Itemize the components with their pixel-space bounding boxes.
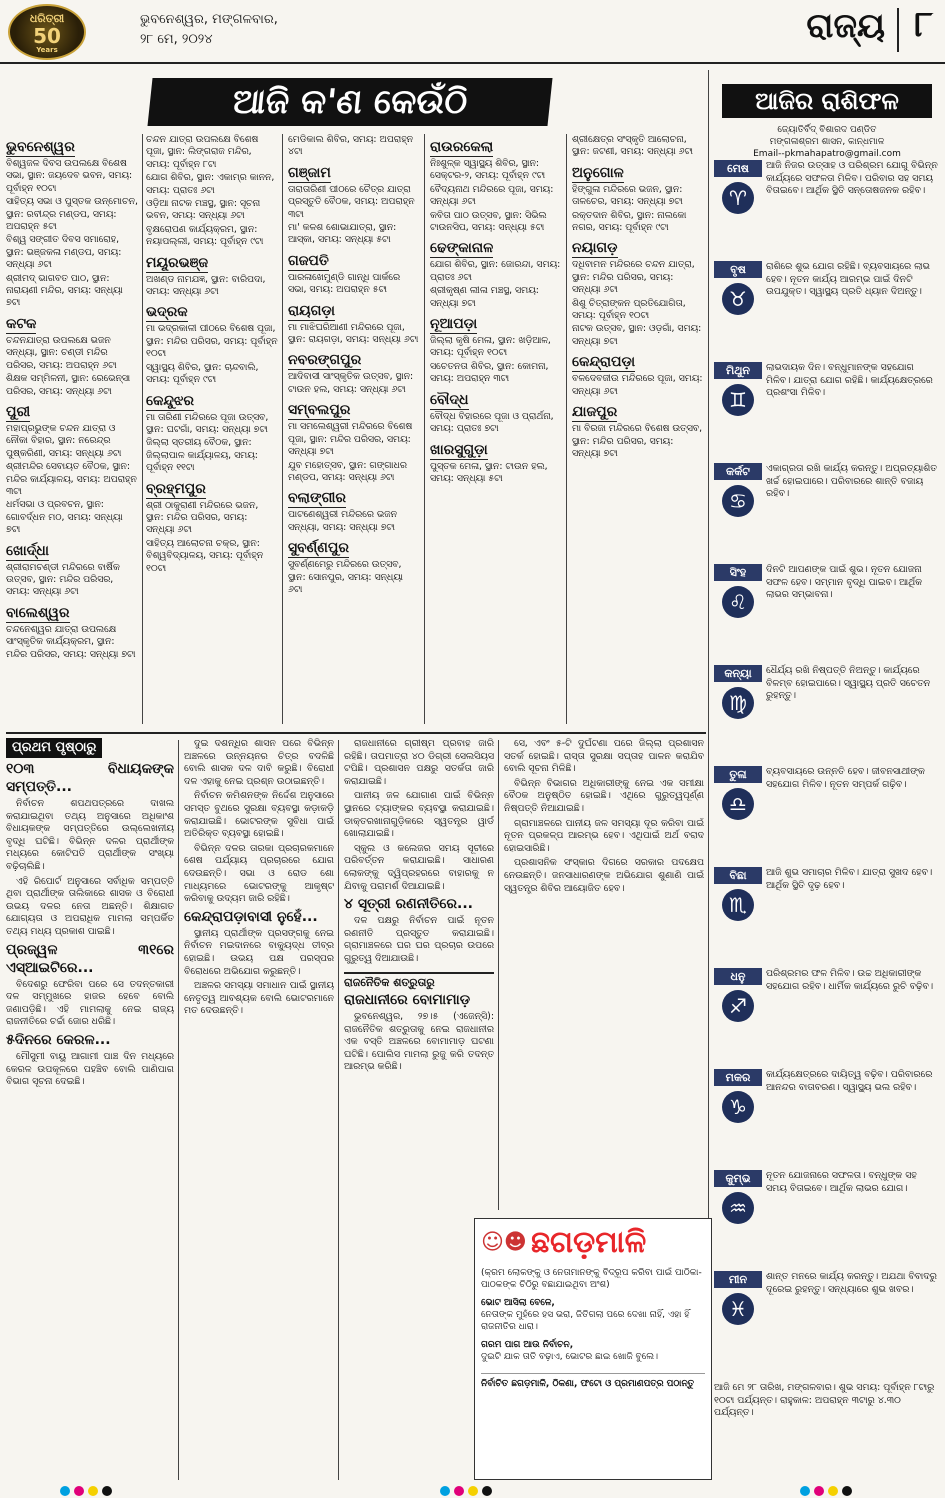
event-item: କବିତା ପାଠ ଉତ୍ସବ, ସ୍ଥାନ: ସିଭିଲ ଟାଉନସିପ, ସମୟ: ସନ୍ଧ୍ୟା ୫ଟା <box>430 209 547 234</box>
event-city-heading: ମୟୂରଭଞ୍ଜ <box>146 254 209 271</box>
paragraph: ଅଞ୍ଚଳର ସମସ୍ୟା ସମାଧାନ ପାଇଁ ସ୍ଥାନୀୟ ନେତୃତ୍ୱ ଆବଶ୍ୟକ ବୋଲି ଭୋଟରମାନେ ମତ ଦେଉଛନ୍ତି। <box>184 980 334 1017</box>
zodiac-icon: ♐ <box>722 990 754 1022</box>
section-divider <box>897 8 899 52</box>
chhagadmali-a2: ଦୁଇଟି ଯାକ ତାତି ବଢ଼ାଏ, ଭୋଟର ଛାଇ ଖୋଜି ବୁଲେ। <box>481 1352 659 1362</box>
events-column <box>6 134 138 724</box>
rashi-entry <box>714 665 940 760</box>
zodiac-icon: ♒ <box>722 1192 754 1224</box>
rashi-prediction: ନୂତନ ଯୋଜନାରେ ସଫଳତା। ବନ୍ଧୁଙ୍କ ସହ ସମୟ ବିତାଇବେ। ଆର୍ଥିକ ଲାଭର ଯୋଗ। <box>766 1170 917 1194</box>
rashi-entry <box>714 1170 940 1265</box>
dateline-place: ଭୁବନେଶ୍ୱର, ମଙ୍ଗଳବାର, <box>140 12 278 27</box>
paragraph: ବିଭିନ୍ନ ବିଭାଗର ଅଧିକାରୀଙ୍କୁ ନେଇ ଏକ ସମୀକ୍ଷା ବୈଠକ ଅନୁଷ୍ଠିତ ହୋଇଛି। ଏଥିରେ ଗୁରୁତ୍ୱପୂର୍ଣ୍ଣ ନିଷ୍ପତ୍ତି ନିଆଯାଇଛି। <box>504 777 704 814</box>
registration-mark-yellow <box>88 1486 98 1496</box>
chhagadmali-q2: ଗରମ ପାଗ ଆଉ ନିର୍ବାଚନ, <box>481 1340 574 1350</box>
event-city-heading: ବ୍ରହ୍ମପୁର <box>146 480 206 497</box>
dateline-date: ୨୮ ମେ, ୨୦୨୪ <box>140 32 213 47</box>
event-item: ହିଙ୍ଗୁଳା ମନ୍ଦିରରେ ଭଜନ, ସ୍ଥାନ: ତାଳଚେର, ସମୟ: ସନ୍ଧ୍ୟା ୭ଟା <box>572 183 683 208</box>
dateline <box>140 10 300 50</box>
cartoon-faces-icon: ☺☻ <box>481 1230 527 1255</box>
registration-mark-yellow <box>468 1486 478 1496</box>
chhagadmali-footer: ନିର୍ବାଚିତ ଛଗଡ଼ମାଳି, ଠିକଣା, ଫଟୋ ଓ ପ୍ରମାଣପତ୍ର ପଠାନ୍ତୁ <box>481 1373 705 1390</box>
event-city-heading: ଭୁବନେଶ୍ୱର <box>6 139 75 155</box>
event-item: ମା' କଳଶ ଶୋଭାଯାତ୍ରା, ସ୍ଥାନ: ଆସ୍କା, ସମୟ: ସନ୍ଧ୍ୟା ୫ଟା <box>288 222 397 246</box>
paragraph: ପାନୀୟ ଜଳ ଯୋଗାଣ ପାଇଁ ବିଭିନ୍ନ ସ୍ଥାନରେ ଟ୍ୟାଙ୍କର ବ୍ୟବସ୍ଥା କରାଯାଇଛି। ଡାକ୍ତରଖାନାଗୁଡ଼ିକରେ ସ୍ୱତନ୍ତ୍ର ୱାର୍ଡ ଖୋଲାଯାଇଛି। <box>344 790 494 840</box>
paragraph: ଦଳ ପକ୍ଷରୁ ନିର୍ବାଚନ ପାଇଁ ନୂତନ ରଣନୀତି ପ୍ରସ୍ତୁତ କରାଯାଇଛି। ଗ୍ରାମାଞ୍ଚଳରେ ଘର ଘର ପ୍ରଚାର ଉପରେ ଗୁରୁତ୍ୱ ଦିଆଯାଉଛି। <box>344 915 494 964</box>
event-city-heading: ବାଲେଶ୍ୱର <box>6 604 70 621</box>
rashi-name-tag: ମିଥୁନ <box>714 362 762 379</box>
rashi-prediction: ଲାଭଦାୟକ ଦିନ। ବନ୍ଧୁମାନଙ୍କ ସହଯୋଗ ମିଳିବ। ଯାତ୍ରା ଯୋଗ ରହିଛି। କାର୍ଯ୍ୟକ୍ଷେତ୍ରରେ ପ୍ରଶଂସା ମିଳିବ। <box>766 362 933 399</box>
zodiac-icon: ♌ <box>722 586 754 618</box>
chhagadmali-intro: (କ୍ରମ ଲୋକଙ୍କୁ ଓ ନେତାମାନଙ୍କୁ ବିଦ୍ରୂପ କରିବା ପାଇଁ ପାଠିକା-ପାଠକଙ୍କ ଚିଠିରୁ ବଛାଯାଇଥିବା ଅଂଶ) <box>481 1268 702 1290</box>
zodiac-icon: ♓ <box>722 1293 754 1325</box>
event-city-heading: ଖାରସୁଗୁଡ଼ା <box>430 441 488 458</box>
event-city-heading: ଯାଜପୁର <box>572 404 618 421</box>
chhagadmali-a1: ନେତାଙ୍କ ମୁହଁରେ ହସ ଭରା, ଜିତିଗଲା ପରେ ଦେଖା ନାହିଁ, ଏହା ହିଁ ରାଜନୀତିର ଧାରା। <box>481 1310 690 1332</box>
event-item: ସ୍ୱାସ୍ଥ୍ୟ ଶିବିର, ସ୍ଥାନ: ଚାନ୍ଦବାଲି, ସମୟ: ପୂର୍ବାହ୍ନ ୯ଟା <box>146 361 259 386</box>
logo-years: Years <box>36 46 58 54</box>
event-item: ଶିକ୍ଷକ ସମ୍ମିଳନୀ, ସ୍ଥାନ: ରେଭେନ୍ସା ପରିସର, ସମୟ: ସନ୍ଧ୍ୟା ୬ଟା <box>6 373 131 397</box>
event-item: ବିଶ୍ୱ ସଙ୍ଗୀତ ଦିବସ ସମାରୋହ, ସ୍ଥାନ: ଭଞ୍ଜକଳା ମଣ୍ଡପ, ସମୟ: ସନ୍ଧ୍ୟା ୬ଟା <box>6 234 122 271</box>
registration-mark-cyan <box>440 1486 450 1496</box>
rashi-name-tag: ମେଷ <box>714 160 762 177</box>
event-city-heading: ଖୋର୍ଦ୍ଧା <box>6 542 49 559</box>
rashi-name-tag: ସିଂହ <box>714 564 762 581</box>
rashi-name-tag: କୁମ୍ଭ <box>714 1170 762 1187</box>
rashi-name-tag: କର୍କଟ <box>714 463 762 480</box>
event-city-heading: କଟକ <box>6 315 37 332</box>
event-city-heading: ରାଉରକେଲା <box>430 139 494 155</box>
logo-50-years-badge <box>8 4 86 60</box>
paragraph: ବିଭିନ୍ନ ଦଳର ତାରକା ପ୍ରଚାରକମାନେ ଶେଷ ପର୍ଯ୍ୟାୟ ପ୍ରଚାରରେ ଯୋଗ ଦେଉଛନ୍ତି। ସଭା ଓ ରୋଡ ଶୋ ମାଧ୍ୟମରେ ଭୋଟରଙ୍କୁ ଆକୃଷ୍ଟ କରିବାକୁ ଉଦ୍ୟମ ଜାରି ରହିଛି। <box>184 842 334 905</box>
event-city-heading: ଢେଙ୍କାନାଳ <box>430 240 494 257</box>
event-city-heading: ପୁରୀ <box>6 403 31 420</box>
rashi-prediction: ଆଜି ନିଜର ଉତ୍ସାହ ଓ ପରିଶ୍ରମ ଯୋଗୁ ବିଭିନ୍ନ କାର୍ଯ୍ୟରେ ସଫଳତା ମିଳିବ। ପରିବାର ସହ ସମୟ ବିତାଇବେ। ଆର୍ଥିକ ସ୍ଥିତି ସନ୍ତୋଷଜନକ ରହିବ। <box>766 160 938 197</box>
headline-four-point-strategy: ୪ ସୂତ୍ରୀ ରଣନୀତିରେ... <box>344 896 473 913</box>
paragraph: ନିର୍ବାଚନ ଶପଥପତ୍ରରେ ଦାଖଲ କରାଯାଇଥିବା ତଥ୍ୟ ଅନୁସାରେ ଅଧିକାଂଶ ବିଧାୟକଙ୍କ ସମ୍ପତ୍ତିରେ ଉଲ୍ଲେଖନୀୟ ବୃଦ୍ଧି ଘଟିଛି। ବିଭିନ୍ନ ଦଳର ପ୍ରାର୍ଥୀଙ୍କ ମଧ୍ୟରେ କୋଟିପତି ପ୍ରାର୍ଥୀଙ୍କ ସଂଖ୍ୟା ବଢ଼ିଚାଲିଛି। <box>6 798 174 872</box>
event-item: ସଚେତନତା ଶିବିର, ସ୍ଥାନ: କୋମନା, ସମୟ: ଅପରାହ୍ନ ୩ଟା <box>430 360 549 385</box>
event-city-heading: ଅନୁଗୋଳ <box>572 164 624 181</box>
event-city-heading: ନବରଙ୍ଗପୁର <box>288 352 362 369</box>
event-item: ଜିଲ୍ଲା କୃଷି ମେଳା, ସ୍ଥାନ: ଖଡ଼ିଆଳ, ସମୟ: ପୂର୍ବାହ୍ନ ୧୦ଟା <box>430 335 551 359</box>
masthead <box>0 0 945 64</box>
lower-column-2 <box>184 738 334 1480</box>
event-city-heading: ନୟାଗଡ଼ <box>572 240 618 257</box>
paragraph: ରାଜଧାନୀରେ ଗ୍ରୀଷ୍ମ ପ୍ରବାହ ଜାରି ରହିଛି। ତାପମାତ୍ରା ୪୦ ଡିଗ୍ରୀ ସେଲସିୟସ ଟପିଛି। ପ୍ରଶାସନ ପକ୍ଷରୁ ସତର୍କତା ଜାରି କରାଯାଇଛି। <box>344 738 494 787</box>
headline-mla-assets: ୧୦୩ ବିଧାୟକଙ୍କ ସମ୍ପତ୍ତି... <box>6 761 174 795</box>
rashi-entry <box>714 1271 940 1366</box>
event-city-heading: ସୁବର୍ଣ୍ଣପୁର <box>288 540 349 557</box>
registration-mark-cyan <box>800 1486 810 1496</box>
event-city-heading: ବଲାଙ୍ଗୀର <box>288 490 346 507</box>
event-item: ମହାପ୍ରଭୁଙ୍କ ଚନ୍ଦନ ଯାତ୍ରା ଓ ନୌକା ବିହାର, ସ୍ଥାନ: ନରେନ୍ଦ୍ର ପୁଷ୍କରିଣୀ, ସମୟ: ସନ୍ଧ୍ୟା ୬ଟା <box>6 422 122 459</box>
bomb-story-kicker: ରାଜନୈତିକ ଶତ୍ରୁତାରୁ <box>344 975 435 989</box>
event-item: ଯୋଗ ଶିବିର, ସ୍ଥାନ: ଏକାମ୍ର କାନନ, ସମୟ: ପ୍ରାତଃ ୬ଟା <box>146 172 275 196</box>
rashi-name-tag: ବୃଷ <box>714 261 762 278</box>
rashi-entry <box>714 160 940 255</box>
event-item: ଜିଲ୍ଲା ସ୍ତରୀୟ ବୈଠକ, ସ୍ଥାନ: ଜିଲ୍ଲାପାଳ କାର୍ଯ୍ୟାଳୟ, ସମୟ: ପୂର୍ବାହ୍ନ ୧୧ଟା <box>146 437 258 474</box>
column-rule <box>282 134 283 724</box>
events-column <box>572 134 704 724</box>
event-item: ଶ୍ରୀମନ୍ଦିର ସେବାୟତ ବୈଠକ, ସ୍ଥାନ: ମନ୍ଦିର କାର୍ଯ୍ୟାଳୟ, ସମୟ: ଅପରାହ୍ନ ୩ଟା <box>6 461 137 497</box>
rashifal-email: Email--pkmahapatro@gmail.com <box>753 149 901 159</box>
event-item: ମା ତାରିଣୀ ମନ୍ଦିରରେ ପୂଜା ଉତ୍ସବ, ସ୍ଥାନ: ଘଟଗାଁ, ସମୟ: ସନ୍ଧ୍ୟା ୭ଟା <box>146 411 269 435</box>
zodiac-icon: ♍ <box>722 687 754 719</box>
registration-mark-black <box>102 1486 112 1496</box>
event-item: ବୌଦ୍ଧ ବିହାରରେ ପୂଜା ଓ ପ୍ରାର୍ଥନା, ସମୟ: ପ୍ରାତଃ ୭ଟା <box>430 410 554 435</box>
event-city-heading: ଗଜପତି <box>288 252 329 269</box>
paragraph: ଭୁବନେଶ୍ୱର, ୨୭।୫ (ଏଜେନ୍ସି): ରାଜନୈତିକ ଶତ୍ରୁତାକୁ ନେଇ ରାଜଧାନୀର ଏକ ବସ୍ତି ଅଞ୍ଚଳରେ ବୋମାମାଡ଼ ଘଟଣା ଘଟିଛି। ପୋଲିସ ମାମଲା ରୁଜୁ କରି ତଦନ୍ତ ଆରମ୍ଭ କରିଛି। <box>344 1011 494 1073</box>
event-item: ନାଟକ ଉତ୍ସବ, ସ୍ଥାନ: ଓଡ଼ଗାଁ, ସମୟ: ସନ୍ଧ୍ୟା ୭ଟା <box>572 323 702 347</box>
paragraph: ସେ, ଏବଂ ୫-ଟି ଦୁର୍ଘଟଣା ପରେ ଜିଲ୍ଲା ପ୍ରଶାସନ ସତର୍କ ହୋଇଛି। ରାସ୍ତା ସୁରକ୍ଷା ସପ୍ତାହ ପାଳନ କରାଯିବ ବୋଲି ସୂଚନା ମିଳିଛି। <box>504 738 704 775</box>
rashi-entry <box>714 362 940 457</box>
headline-capital-bombing: ରାଜଧାନୀରେ ବୋମାମାଡ଼ <box>344 992 471 1009</box>
registration-mark-black <box>842 1486 852 1496</box>
lower-column-3 <box>344 738 494 1480</box>
zodiac-icon: ♑ <box>722 1091 754 1123</box>
event-item: ତାରାତାରିଣୀ ପୀଠରେ ଚୈତ୍ର ଯାତ୍ରା ପ୍ରସ୍ତୁତି ବୈଠକ, ସମୟ: ଅପରାହ୍ନ ୩ଟା <box>288 183 415 220</box>
event-item: ରକ୍ତଦାନ ଶିବିର, ସ୍ଥାନ: ନାଲକୋ ନଗର, ସମୟ: ପୂର୍ବାହ୍ନ ୯ଟା <box>572 209 687 234</box>
rashifal-credit-place: ମଙ୍ଗଳାଶ୍ରମ ଶାସନ, କାନ୍ଧମାଳ <box>769 137 885 147</box>
rashi-prediction: ଏକାଗ୍ରତା ରଖି କାର୍ଯ୍ୟ କରନ୍ତୁ। ଅପ୍ରତ୍ୟାଶିତ ଖର୍ଚ୍ଚ ହୋଇପାରେ। ପରିବାରରେ ଶାନ୍ତି ବଜାୟ ରହିବ। <box>766 463 937 500</box>
rashi-name-tag: ବିଛା <box>714 867 762 884</box>
rashi-name-tag: ମୀନ <box>714 1271 762 1288</box>
paragraph: ପ୍ରଶାସନିକ ସଂସ୍କାର ଦିଗରେ ସରକାର ପଦକ୍ଷେପ ନେଉଛନ୍ତି। ଜନସାଧାରଣଙ୍କ ଅଭିଯୋଗ ଶୁଣାଣି ପାଇଁ ସ୍ୱତନ୍ତ୍ର ଶିବିର ଆୟୋଜିତ ହେବ। <box>504 857 704 894</box>
logo-number: 50 <box>33 24 61 48</box>
event-item: ପାଟଣେଶ୍ୱରୀ ମନ୍ଦିରରେ ଭଜନ ସନ୍ଧ୍ୟା, ସମୟ: ସନ୍ଧ୍ୟା ୭ଟା <box>288 509 397 533</box>
paragraph: ଦୁଇ ଦଶନ୍ଧିର ଶାସନ ପରେ ବିଭିନ୍ନ ଅଞ୍ଚଳରେ ଉନ୍ନୟନର ଚିତ୍ର ବଦଳିଛି ବୋଲି ଶାସକ ଦଳ ଦାବି କରୁଛି। ବିରୋଧୀ ଦଳ ଏହାକୁ ନେଇ ପ୍ରଶ୍ନ ଉଠାଇଛନ୍ତି। <box>184 738 334 787</box>
event-item: ଶ୍ରୀ ଠାକୁରାଣୀ ମନ୍ଦିରରେ ଭଜନ, ସ୍ଥାନ: ମନ୍ଦିର ପରିସର, ସମୟ: ସନ୍ଧ୍ୟା ୬ଟା <box>146 499 259 536</box>
event-city-heading: ଗଞ୍ଜାମ <box>288 164 331 181</box>
event-city-heading: ନୂଆପଡ଼ା <box>430 316 478 333</box>
event-item: ବୈଦ୍ୟନାଥ ମନ୍ଦିରରେ ପୂଜା, ସମୟ: ସନ୍ଧ୍ୟା ୬ଟା <box>430 183 554 208</box>
paragraph: ନିର୍ବାଚନ କମିଶନଙ୍କ ନିର୍ଦ୍ଦେଶ ଅନୁସାରେ ସମସ୍ତ ବୁଥରେ ସୁରକ୍ଷା ବ୍ୟବସ୍ଥା କଡ଼ାକଡ଼ି କରାଯାଇଛି। ଭୋଟରଙ୍କ ସୁବିଧା ପାଇଁ ଅତିରିକ୍ତ ବ୍ୟବସ୍ଥା ହୋଇଛି। <box>184 790 334 840</box>
event-city-heading: ସମ୍ବଲପୁର <box>288 402 351 419</box>
event-item: ମା ଭଦ୍ରକାଳୀ ପୀଠରେ ବିଶେଷ ପୂଜା, ସ୍ଥାନ: ମନ୍ଦିର ପରିସର, ସମୟ: ପୂର୍ବାହ୍ନ ୧୦ଟା <box>146 323 278 360</box>
event-item: ଚନ୍ଦନେଶ୍ୱର ଯାତ୍ରା ଉପଲକ୍ଷେ ସାଂସ୍କୃତିକ କାର୍ଯ୍ୟକ୍ରମ, ସ୍ଥାନ: ମନ୍ଦିର ପରିସର, ସମୟ: ସନ୍ଧ୍ୟା ୭ଟା <box>6 623 136 660</box>
section-title: ରାଜ୍ୟ <box>806 6 885 46</box>
rashi-entry <box>714 261 940 356</box>
rashi-name-tag: ମକର <box>714 1069 762 1086</box>
column-rule <box>498 740 499 1210</box>
chhagadmali-box <box>474 1218 712 1480</box>
rashifal-credit-name: ଜ୍ୟୋତିର୍ବିଦ୍ ବିଶାରଦ ପଣ୍ଡିତ <box>777 125 877 135</box>
event-item: ନିଃଶୁଳ୍କ ସ୍ୱାସ୍ଥ୍ୟ ଶିବିର, ସ୍ଥାନ: ସେକ୍ଟର-୨, ସମୟ: ପୂର୍ବାହ୍ନ ୯ଟା <box>430 158 546 182</box>
rashi-prediction: ରାଶିରେ ଶୁଭ ଯୋଗ ରହିଛି। ବ୍ୟବସାୟରେ ଲାଭ ହେବ। ନୂତନ କାର୍ଯ୍ୟ ଆରମ୍ଭ ପାଇଁ ଦିନଟି ଉପଯୁକ୍ତ। ସ୍ୱାସ୍ଥ୍ୟ ପ୍ରତି ଧ୍ୟାନ ଦିଅନ୍ତୁ। <box>766 261 930 298</box>
event-item: ଚନ୍ଦନ ଯାତ୍ରା ଉପଲକ୍ଷେ ବିଶେଷ ପୂଜା, ସ୍ଥାନ: ଲିଙ୍ଗରାଜ ମନ୍ଦିର, ସମୟ: ପୂର୍ବାହ୍ନ ୮ଟା <box>146 134 259 170</box>
headline-kerala-monsoon: ୫ଦିନରେ କେରଳ... <box>6 1031 111 1048</box>
registration-mark-cyan <box>60 1486 70 1496</box>
paragraph: ବିଦେଶରୁ ଫେରିବା ପରେ ସେ ତଦନ୍ତକାରୀ ଦଳ ସମ୍ମୁଖରେ ହାଜର ହେବେ ବୋଲି ଜଣାପଡ଼ିଛି। ଏହି ମାମଲାକୁ ନେଇ ରାଜ୍ୟ ରାଜନୀତିରେ ଚର୍ଚ୍ଚା ଜୋର ଧରିଛି। <box>6 978 174 1028</box>
zodiac-icon: ♈ <box>722 182 754 214</box>
rashi-prediction: ଶାନ୍ତ ମନରେ କାର୍ଯ୍ୟ କରନ୍ତୁ। ଅଯଥା ବିବାଦରୁ ଦୂରେଇ ରୁହନ୍ତୁ। ସନ୍ଧ୍ୟାରେ ଶୁଭ ଖବର। <box>766 1271 937 1295</box>
logo-brand: ଧରିତ୍ରୀ <box>29 12 65 25</box>
event-city-heading: ରାୟଗଡ଼ା <box>288 302 335 319</box>
rashi-prediction: ଆଜି ଶୁଭ ସମାଚାର ମିଳିବ। ଯାତ୍ରା ସୁଖଦ ହେବ। ଆର୍ଥିକ ସ୍ଥିତି ଦୃଢ଼ ହେବ। <box>766 867 933 891</box>
rashifal-banner: ଆଜିର ରାଶିଫଳ <box>722 84 932 118</box>
event-item: ସାହିତ୍ୟ ସଭା ଓ ପୁସ୍ତକ ଉନ୍ମୋଚନ, ସ୍ଥାନ: ରବୀନ୍ଦ୍ର ମଣ୍ଡପ, ସମୟ: ଅପରାହ୍ନ ୫ଟା <box>6 196 138 233</box>
event-item: ଶ୍ରୀକ୍ଷେତ୍ର ସଂସ୍କୃତି ଆଲୋଚନା, ସ୍ଥାନ: ଜଟଣୀ, ସମୟ: ସନ୍ଧ୍ୟା ୬ଟା <box>572 134 694 158</box>
headline-prajwal-sit: ପ୍ରଜ୍ୱଳ ୩୧ରେ ଏସ୍‌ଆଇଟିରେ... <box>6 941 174 976</box>
event-item: ଦଧିବାମନ ମନ୍ଦିରରେ ଚନ୍ଦନ ଯାତ୍ରା, ସ୍ଥାନ: ମନ୍ଦିର ପରିସର, ସମୟ: ସନ୍ଧ୍ୟା ୬ଟା <box>572 259 695 296</box>
zodiac-icon: ♊ <box>722 384 754 416</box>
event-item: ପାରଳାଖେମୁଣ୍ଡି ଗାନ୍ଧି ପାର୍କରେ ସଭା, ସମୟ: ଅପରାହ୍ନ ୫ଟା <box>288 271 401 296</box>
event-city-heading: ବୌଦ୍ଧ <box>430 391 469 408</box>
event-item: ସାହିତ୍ୟ ଆଲୋଚନା ଚକ୍ର, ସ୍ଥାନ: ବିଶ୍ୱବିଦ୍ୟାଳୟ, ସମୟ: ପୂର୍ବାହ୍ନ ୧୦ଟା <box>146 537 264 574</box>
rashi-entry <box>714 463 940 558</box>
rashi-entry <box>714 564 940 659</box>
headline-kendrapara: କେନ୍ଦ୍ରାପଡ଼ାବାସୀ ନୁହେଁ... <box>184 908 318 925</box>
rashi-prediction: ବ୍ୟବସାୟରେ ଉନ୍ନତି ହେବ। ଜୀବନସାଥୀଙ୍କ ସହଯୋଗ ମିଳିବ। ନୂତନ ସମ୍ପର୍କ ଗଢ଼ିବ। <box>766 766 925 790</box>
event-item: ମା ସମଲେଶ୍ୱରୀ ମନ୍ଦିରରେ ବିଶେଷ ପୂଜା, ସ୍ଥାନ: ମନ୍ଦିର ପରିସର, ସମୟ: ସନ୍ଧ୍ୟା ୭ଟା <box>288 421 413 458</box>
event-item: ମା ମାଝିଘରିଆଣୀ ମନ୍ଦିରରେ ପୂଜା, ସ୍ଥାନ: ରାୟଗଡ଼ା, ସମୟ: ସନ୍ଧ୍ୟା ୬ଟା <box>288 321 419 346</box>
event-city-heading: ଭଦ୍ରକ <box>146 304 188 321</box>
chhagadmali-title: ଛଗଡ଼ମାଳି <box>531 1225 647 1260</box>
lower-column-4 <box>504 738 704 1210</box>
event-item: ଓଡ଼ିଆ ନାଟକ ମଞ୍ଚସ୍ଥ, ସ୍ଥାନ: ସୂଚନା ଭବନ, ସମୟ: ସନ୍ଧ୍ୟା ୬ଟା <box>146 198 261 222</box>
registration-mark-black <box>482 1486 492 1496</box>
paragraph: ସ୍ଥାନୀୟ ପ୍ରାର୍ଥୀଙ୍କ ପ୍ରସଙ୍ଗକୁ ନେଇ ନିର୍ବାଚନ ମଇଦାନରେ ବାକ୍ୟୁଦ୍ଧ ତୀବ୍ର ହୋଇଛି। ଉଭୟ ପକ୍ଷ ପରସ୍ପର ବିରୋଧରେ ଅଭିଯୋଗ କରୁଛନ୍ତି। <box>184 927 334 977</box>
events-column <box>146 134 278 724</box>
page-number: ୮ <box>914 4 933 45</box>
rashi-name-tag: ଧନୁ <box>714 968 762 985</box>
event-item: ଶ୍ରୀମଦ୍ ଭାଗବତ ପାଠ, ସ୍ଥାନ: ନାରାୟଣୀ ମନ୍ଦିର, ସମୟ: ସନ୍ଧ୍ୟା ୭ଟା <box>6 272 123 309</box>
events-column <box>288 134 420 724</box>
event-item: ଅଖଣ୍ଡ ନାମଯଜ୍ଞ, ସ୍ଥାନ: ବାରିପଦା, ସମୟ: ସନ୍ଧ୍ୟା ୬ଟା <box>146 273 266 298</box>
zodiac-icon: ♉ <box>722 283 754 315</box>
paragraph: ସ୍କୁଲ ଓ କଲେଜର ସମୟ ସୂଚୀରେ ପରିବର୍ତ୍ତନ କରାଯାଇଛି। ସାଧାରଣ ଲୋକଙ୍କୁ ଦ୍ୱିପ୍ରହରରେ ବାହାରକୁ ନ ଯିବାକୁ ପରାମର୍ଶ ଦିଆଯାଇଛି। <box>344 842 494 892</box>
lower-column-1 <box>6 738 174 1480</box>
events-banner: ଆଜି କ'ଣ କେଉଁଠି <box>147 78 552 126</box>
rashi-entry <box>714 766 940 861</box>
event-city-heading: କେନ୍ଦୁଝର <box>146 392 195 409</box>
rashifal-credit <box>722 124 932 160</box>
event-item: ବିଶ୍ୱଜଳ ଦିବସ ଉପଲକ୍ଷେ ବିଶେଷ ସଭା, ସ୍ଥାନ: ଜୟଦେବ ଭବନ, ସମୟ: ପୂର୍ବାହ୍ନ ୧୦ଟା <box>6 158 133 194</box>
zodiac-icon: ♏ <box>722 889 754 921</box>
event-item: ବଳଦେବଜୀଉ ମନ୍ଦିରରେ ପୂଜା, ସମୟ: ସନ୍ଧ୍ୟା ୬ଟା <box>572 373 703 397</box>
event-item: ବୃକ୍ଷରୋପଣ କାର୍ଯ୍ୟକ୍ରମ, ସ୍ଥାନ: ନୟାପଲ୍ଲୀ, ସମୟ: ପୂର୍ବାହ୍ନ ୯ଟା <box>146 223 264 248</box>
chhagadmali-q1: ଭୋଟ ଆସିଲା ବେଳେ, <box>481 1298 555 1308</box>
event-item: ପୁସ୍ତକ ମେଳା, ସ୍ଥାନ: ଟାଉନ ହଲ, ସମୟ: ସନ୍ଧ୍ୟା ୫ଟା <box>430 460 548 484</box>
rashi-entry <box>714 968 940 1063</box>
zodiac-icon: ♎ <box>722 788 754 820</box>
events-column <box>430 134 562 724</box>
paragraph: ଏହି ରିପୋର୍ଟ ଅନୁସାରେ ସର୍ବାଧିକ ସମ୍ପତ୍ତି ଥିବା ପ୍ରାର୍ଥୀଙ୍କ ତାଲିକାରେ ଶାସକ ଓ ବିରୋଧୀ ଉଭୟ ଦଳର ନେତା ଅଛନ୍ତି। ଶିକ୍ଷାଗତ ଯୋଗ୍ୟତା ଓ ଅପରାଧିକ ମାମଲା ସମ୍ପର୍କିତ ତଥ୍ୟ ମଧ୍ୟ ପ୍ରକାଶ ପାଇଛି। <box>6 875 174 937</box>
registration-mark-magenta <box>454 1486 464 1496</box>
column-rule <box>142 134 143 724</box>
column-rule <box>424 134 425 724</box>
event-item: ଧର୍ମସଭା ଓ ପ୍ରବଚନ, ସ୍ଥାନ: ଗୋବର୍ଦ୍ଧନ ମଠ, ସମୟ: ସନ୍ଧ୍ୟା ୭ଟା <box>6 499 123 536</box>
front-page-continued-label: ପ୍ରଥମ ପୃଷ୍ଠାରୁ <box>6 738 102 758</box>
event-item: ଯୁବ ମହୋତ୍ସବ, ସ୍ଥାନ: ଗଙ୍ଗାଧର ମଣ୍ଡପ, ସମୟ: ସନ୍ଧ୍ୟା ୬ଟା <box>288 459 407 483</box>
rashi-prediction: ଦିନଟି ଆପଣଙ୍କ ପାଇଁ ଶୁଭ। ନୂତନ ଯୋଜନା ସଫଳ ହେବ। ସମ୍ମାନ ବୃଦ୍ଧି ପାଇବ। ଆର୍ଥିକ ଲାଭର ସମ୍ଭାବନା। <box>766 564 923 601</box>
event-item: ଆଦିବାସୀ ସାଂସ୍କୃତିକ ଉତ୍ସବ, ସ୍ଥାନ: ଟାଉନ ହଲ, ସମୟ: ସନ୍ଧ୍ୟା ୬ଟା <box>288 371 414 395</box>
column-rule <box>338 740 339 1480</box>
rashi-entry <box>714 1069 940 1164</box>
chhagadmali-text <box>481 1267 705 1390</box>
event-city-heading: କେନ୍ଦ୍ରାପଡ଼ା <box>572 354 636 371</box>
rashi-prediction: ଧୈର୍ଯ୍ୟ ରଖି ନିଷ୍ପତ୍ତି ନିଅନ୍ତୁ। କାର୍ଯ୍ୟରେ ବିଳମ୍ବ ହୋଇପାରେ। ସ୍ୱାସ୍ଥ୍ୟ ପ୍ରତି ସଚେତନ ରୁହନ୍ତୁ। <box>766 665 931 702</box>
rashi-prediction: କାର୍ଯ୍ୟକ୍ଷେତ୍ରରେ ଦାୟିତ୍ୱ ବଢ଼ିବ। ପରିବାରରେ ଆନନ୍ଦର ବାତାବରଣ। ସ୍ୱାସ୍ଥ୍ୟ ଭଲ ରହିବ। <box>766 1069 933 1093</box>
event-item: ଚନ୍ଦନଯାତ୍ରା ଉପଲକ୍ଷେ ଭଜନ ସନ୍ଧ୍ୟା, ସ୍ଥାନ: ଚଣ୍ଡୀ ମନ୍ଦିର ପରିସର, ସମୟ: ଅପରାହ୍ନ ୬ଟା <box>6 334 117 371</box>
section-divider-horizontal <box>6 732 706 734</box>
event-item: ମା ବିରଜା ମନ୍ଦିରରେ ବିଶେଷ ଉତ୍ସବ, ସ୍ଥାନ: ମନ୍ଦିର ପରିସର, ସମୟ: ସନ୍ଧ୍ୟା ୭ଟା <box>572 423 703 459</box>
registration-mark-magenta <box>814 1486 824 1496</box>
paragraph: ଗ୍ରାମାଞ୍ଚଳରେ ପାନୀୟ ଜଳ ସମସ୍ୟା ଦୂର କରିବା ପାଇଁ ନୂତନ ପ୍ରକଳ୍ପ ଆରମ୍ଭ ହେବ। ଏଥିପାଇଁ ଅର୍ଥ ବରାଦ ହୋଇସାରିଛି। <box>504 817 704 854</box>
event-item: ମେଡିକାଲ ଶିବିର, ସମୟ: ଅପରାହ୍ନ ୪ଟା <box>288 134 414 158</box>
rashi-prediction: ପରିଶ୍ରମର ଫଳ ମିଳିବ। ଉଚ୍ଚ ଅଧିକାରୀଙ୍କ ସହଯୋଗ ରହିବ। ଧାର୍ମିକ କାର୍ଯ୍ୟରେ ରୁଚି ବଢ଼ିବ। <box>766 968 934 992</box>
event-item: ଯୋଗ ଶିବିର, ସ୍ଥାନ: ଜୋରନ୍ଦା, ସମୟ: ପ୍ରାତଃ ୬ଟା <box>430 259 561 283</box>
column-rule <box>178 740 179 1480</box>
bomb-story-box <box>344 972 494 1075</box>
panjika-text: ଆଜି ମେ ୨୮ ତାରିଖ, ମଙ୍ଗଳବାର। ଶୁଭ ସମୟ: ପୂର୍ବାହ୍ନ ୮ଟାରୁ ୧୦ଟା ପର୍ଯ୍ୟନ୍ତ। ରାହୁକାଳ: ଅପରାହ୍ନ ୩ଟାରୁ ୪.୩୦ ପର୍ଯ୍ୟନ୍ତ। <box>714 1382 935 1419</box>
paragraph: ମୌସୁମୀ ବାୟୁ ଆଗାମୀ ପାଞ୍ଚ ଦିନ ମଧ୍ୟରେ କେରଳ ଉପକୂଳରେ ପହଞ୍ଚିବ ବୋଲି ପାଣିପାଗ ବିଭାଗ ସୂଚନା ଦେଇଛି। <box>6 1050 174 1088</box>
zodiac-icon: ♋ <box>722 485 754 517</box>
registration-mark-magenta <box>74 1486 84 1496</box>
rashi-entry <box>714 867 940 962</box>
rashi-name-tag: ତୁଳା <box>714 766 762 783</box>
rashi-name-tag: କନ୍ୟା <box>714 665 762 682</box>
column-rule <box>566 134 567 724</box>
event-item: ଶିଶୁ ଚିତ୍ରାଙ୍କନ ପ୍ରତିଯୋଗିତା, ସମୟ: ପୂର୍ବାହ୍ନ ୧୦ଟା <box>572 297 686 322</box>
registration-mark-yellow <box>828 1486 838 1496</box>
event-item: ସୁବର୍ଣ୍ଣମେରୁ ମନ୍ଦିରରେ ଉତ୍ସବ, ସ୍ଥାନ: ସୋନପୁର, ସମୟ: ସନ୍ଧ୍ୟା ୬ଟା <box>288 559 404 595</box>
event-item: ଶ୍ରୀକୃଷ୍ଣ ଲୀଳା ମଞ୍ଚସ୍ଥ, ସମୟ: ସନ୍ଧ୍ୟା ୭ଟା <box>430 285 539 309</box>
event-item: ଶ୍ରୀରାମଚଣ୍ଡୀ ମନ୍ଦିରରେ ବାର୍ଷିକ ଉତ୍ସବ, ସ୍ଥାନ: ମନ୍ଦିର ପରିସର, ସମୟ: ସନ୍ଧ୍ୟା ୬ଟା <box>6 561 120 598</box>
